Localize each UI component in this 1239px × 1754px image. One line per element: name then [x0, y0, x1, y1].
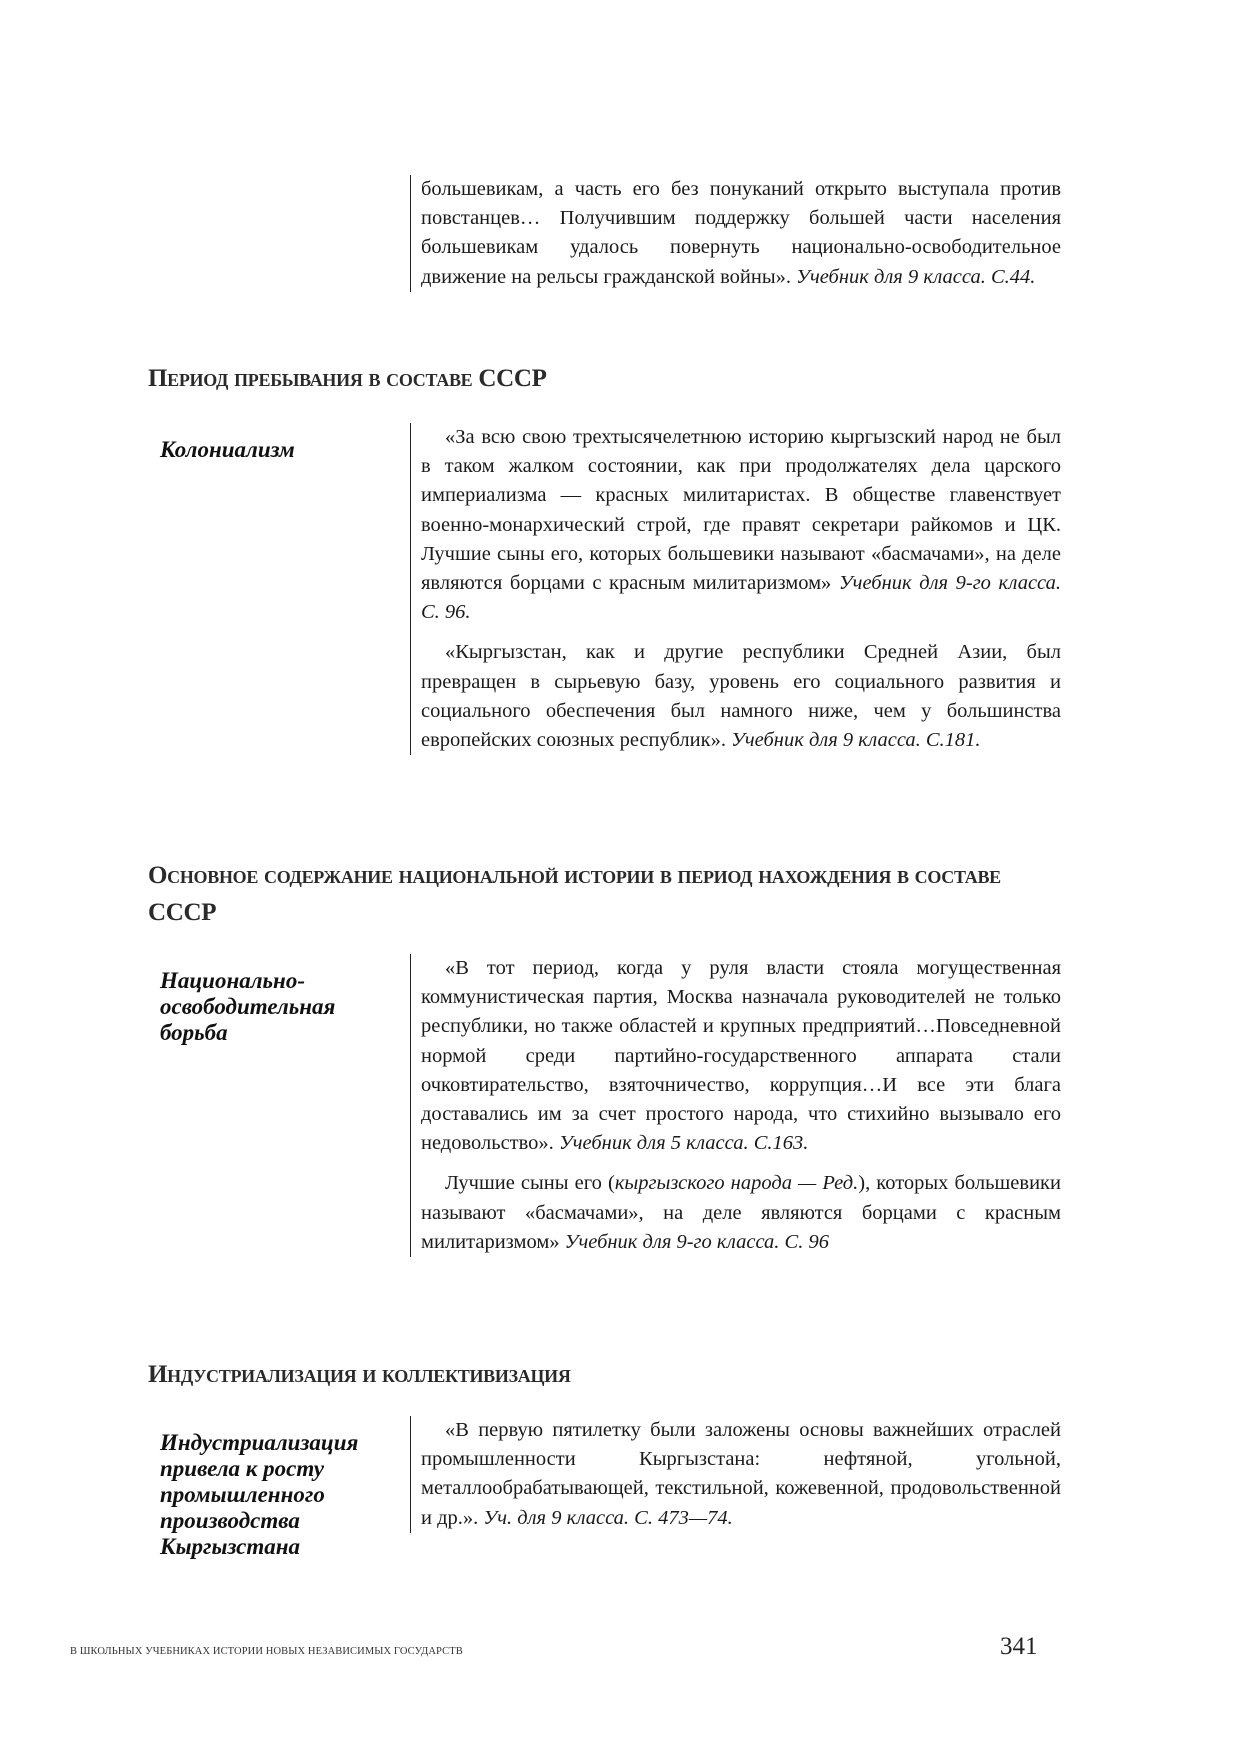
- quote-source: Учебник для 5 класса. С.163.: [553, 1132, 809, 1155]
- topic-label-liberation-struggle: Национально-освободительная борьба: [160, 968, 336, 1045]
- quote-block-industrialization: [410, 1416, 1061, 1533]
- quote-paragraph: [421, 638, 1061, 755]
- section-heading-ussr-period: Период пребывания в составе СССР: [148, 365, 547, 392]
- section-heading-national-history: Основное содержание национальной истории в период нахождения в составе СССР: [148, 862, 1001, 926]
- continued-quote-block: [410, 175, 1061, 292]
- quote-text: ), которых большевики называют «басмачами», на деле являются борцами с красным милитаризмом»: [421, 1172, 1061, 1253]
- quote-source: Учебник для 9 класса. С.44.: [791, 265, 1036, 288]
- quote-text: Лучшие сыны его (: [445, 1172, 615, 1195]
- topic-label-industrial-growth: Индустриализация привела к росту промышленного производства Кыргызстана: [160, 1430, 359, 1559]
- quote-paragraph: [421, 1169, 1061, 1257]
- quote-block-colonialism: [410, 423, 1061, 755]
- quote-paragraph: [421, 1416, 1061, 1533]
- page-number: 341: [1000, 1633, 1038, 1660]
- editor-insert: кыргызского народа — Ред.: [614, 1172, 859, 1195]
- quote-paragraph: [421, 175, 1061, 292]
- quote-source: Учебник для 9-го класса. С. 96.: [421, 572, 1061, 624]
- running-footer-title: В ШКОЛЬНЫХ УЧЕБНИКАХ ИСТОРИИ НОВЫХ НЕЗАВИСИМЫХ ГОСУДАРСТВ: [70, 1646, 463, 1657]
- quote-text: большевикам, а часть его без понуканий открыто выступала против повстанцев… Получившим поддержку большей части населения большевикам удалось повернуть национально-освободительное движение на рельсы гражданской войны».: [421, 178, 1061, 288]
- quote-text: «В тот период, когда у руля власти стояла могущественная коммунистическая партия, Москва назначала руководителей не только республики, но также областей и крупных предприятий…Повседневной нормой среди партийно-государственного аппарата стали очковтирательство, взяточничество, коррупция…И все эти блага доставались им за счет простого народа, что стихийно вызывало его недовольство».: [421, 957, 1061, 1155]
- quote-source: Учебник для 9-го класса. С. 96: [559, 1230, 829, 1253]
- quote-source: Учебник для 9 класса. С.181.: [725, 729, 981, 752]
- quote-paragraph: [421, 954, 1061, 1158]
- quote-text: «Кыргызстан, как и другие республики Средней Азии, был превращен в сырьевую базу, уровень его социального развития и социального обеспечения был намного ниже, чем у большинства европейских союзных республик».: [421, 641, 1061, 752]
- topic-label-colonialism: Колониализм: [160, 437, 295, 462]
- quote-source: Уч. для 9 класса. С. 473—74.: [478, 1506, 733, 1529]
- quote-paragraph: [421, 423, 1061, 627]
- quote-text: «В первую пятилетку были заложены основы важнейших отраслей промышленности Кыргызстана: нефтяной, угольной, металлообрабатывающей, текстильной, кожевенной, продовольственной и др.».: [421, 1419, 1061, 1529]
- section-heading-industrialization: Индустриализация и коллективизация: [148, 1361, 571, 1388]
- quote-text: «За всю свою трехтысячелетнюю историю кыргызский народ не был в таком жалком состоянии, как при продолжателях дела царского империализма — красных милитаристах. В обществе главенствует военно-монархический строй, где правят секретари райкомов и ЦК. Лучшие сыны его, которых большевики называют «басмачами», на деле являются борцами с красным милитаризмом»: [421, 426, 1061, 595]
- quote-block-liberation-struggle: [410, 954, 1061, 1257]
